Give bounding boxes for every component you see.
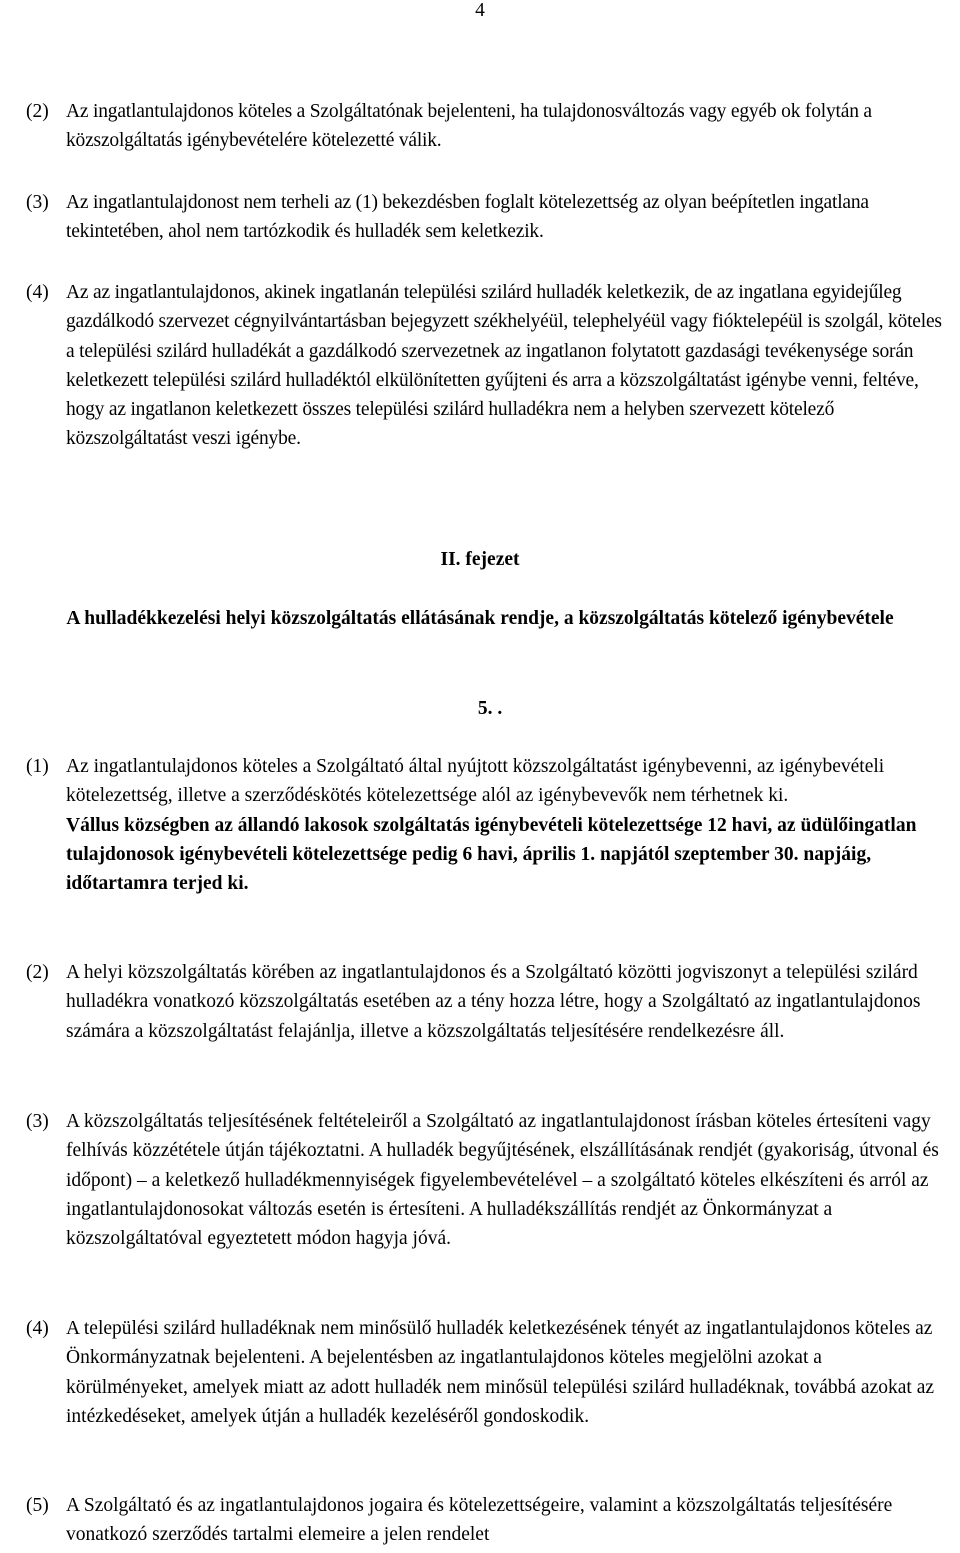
- paragraph-number: (3): [26, 192, 49, 213]
- paragraph-number: (3): [26, 1111, 49, 1132]
- paragraph-text: A települési szilárd hulladéknak nem minősülő hulladék keletkezésének tényét az ingatlantulajdonos köteles az Önkormányzatnak bejelenteni. A bejelentésben az ingatlantulajdonos köteles megjelölni azokat a körülményeket, amelyek miatt az adott hulladék nem minősül települési szilárd hulladéknak, továbbá azokat az intézkedéseket, amelyek útján a hulladék kezeléséről gondoskodik.: [66, 1318, 934, 1427]
- paragraph-text: Az az ingatlantulajdonos, akinek ingatlanán települési szilárd hulladék keletkezik, de az ingatlana egyidejűleg gazdálkodó szervezet cégnyilvántartásban bejegyzett székhelyéül, telephelyéül vagy fióktelepéül is szolgál, köteles a települési szilárd hulladékát a gazdálkodó szervezetnek az ingatlanon folytatott gazdasági tevékenysége során keletkezett települési szilárd hulladéktól elkülönítetten gyűjteni és arra a közszolgáltatást igénybe venni, feltéve, hogy az ingatlanon keletkezett összes települési szilárd hulladékra nem a helyben szervezett kötelező közszolgáltatást veszi igénybe.: [66, 282, 942, 450]
- paragraph-4: [26, 278, 946, 454]
- section-5-paragraph-3: [26, 1107, 946, 1253]
- paragraph-text: A Szolgáltató és az ingatlantulajdonos jogaira és kötelezettségeire, valamint a közszolgáltatás teljesítésére vonatkozó szerződés tartalmi elemeire a jelen rendelet: [66, 1495, 893, 1546]
- paragraph-text: A helyi közszolgáltatás körében az ingatlantulajdonos és a Szolgáltató közötti jogviszonyt a települési szilárd hulladékra vonatkozó közszolgáltatás esetében az a tény hozza létre, hogy a Szolgáltató az ingatlantulajdonos számára a közszolgáltatást felajánlja, illetve a közszolgáltatás teljesítésére rendelkezésre áll.: [66, 962, 921, 1042]
- chapter-number: II. fejezet: [440, 549, 520, 570]
- page-number: 4: [475, 0, 485, 21]
- paragraph-number: (2): [26, 962, 49, 983]
- chapter-title: A hulladékkezelési helyi közszolgáltatás ellátásának rendje, a közszolgáltatás kötelező igénybevétele: [66, 608, 894, 629]
- paragraph-text: Az ingatlantulajdonos köteles a Szolgáltató által nyújtott közszolgáltatást igénybevenni, az igénybevételi kötelezettség, illetve a szerződéskötés kötelezettsége alól az igénybevevők nem térhetnek ki.: [66, 756, 885, 807]
- section-5-paragraph-2: [26, 958, 946, 1046]
- paragraph-2: [26, 97, 946, 156]
- section-5-paragraph-1: [26, 752, 946, 898]
- section-5-paragraph-4: [26, 1314, 946, 1431]
- paragraph-number: (5): [26, 1495, 49, 1516]
- section-5-paragraph-5: [26, 1491, 946, 1550]
- paragraph-number: (1): [26, 756, 49, 777]
- paragraph-number: (2): [26, 101, 49, 122]
- paragraph-text: A közszolgáltatás teljesítésének feltételeiről a Szolgáltató az ingatlantulajdonost írásban köteles értesíteni vagy felhívás közzététele útján tájékoztatni. A hulladék begyűjtésének, elszállításának rendjét (gyakoriság, útvonal és időpont) – a keletkező hulladékmennyiségek figyelembevételével – a szolgáltató köteles elkészíteni és arról az ingatlantulajdonosokat változás esetén is értesíteni. A hulladékszállítás rendjét az Önkormányzat a közszolgáltatóval egyeztetett módon hagyja jóvá.: [66, 1111, 939, 1250]
- paragraph-number: (4): [26, 282, 49, 303]
- paragraph-text: Az ingatlantulajdonost nem terheli az (1) bekezdésben foglalt kötelezettség az olyan beépítetlen ingatlana tekintetében, ahol nem tartózkodik és hulladék sem keletkezik.: [66, 192, 869, 243]
- paragraph-bold-text: Vállus községben az állandó lakosok szolgáltatás igénybevételi kötelezettsége 12 havi, az üdülőingatlan tulajdonosok igénybevételi kötelezettsége pedig 6 havi, április 1. napjától szeptember 30. napjáig, időtartamra terjed ki.: [66, 814, 917, 895]
- section-number: 5. .: [477, 698, 503, 719]
- paragraph-3: [26, 188, 946, 247]
- paragraph-text: Az ingatlantulajdonos köteles a Szolgáltatónak bejelenteni, ha tulajdonosváltozás vagy egyéb ok folytán a közszolgáltatás igénybevételére kötelezetté válik.: [66, 101, 872, 152]
- paragraph-number: (4): [26, 1318, 49, 1339]
